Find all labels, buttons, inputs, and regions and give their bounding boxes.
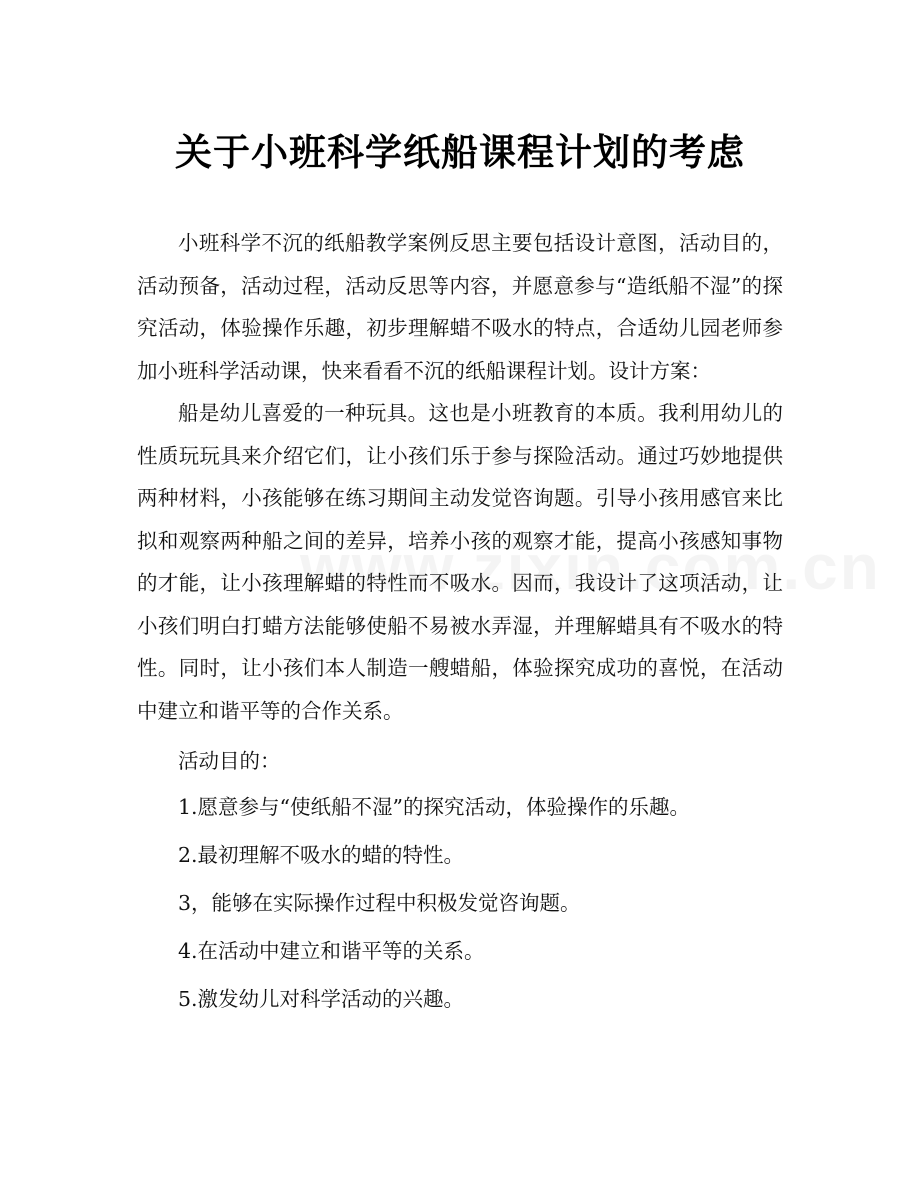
section-heading: 活动目的：: [178, 749, 281, 773]
document-body: [137, 222, 783, 1023]
intro-paragraph: 小班科学不沉的纸船教学案例反思主要包括设计意图，活动目的，活动预备，活动过程，活动反思等内容，并愿意参与“造纸船不湿”的探究活动，体验操作乐趣，初步理解蜡不吸水的特点，合适幼儿园老师参加小班科学活动课，快来看看不沉的纸船课程计划。设计方案：: [137, 231, 783, 383]
list-item: 1.愿意参与“使纸船不湿”的探究活动，体验操作的乐趣。: [178, 794, 691, 819]
list-item: 5.激发幼儿对科学活动的兴趣。: [178, 986, 465, 1011]
goals-list: [137, 783, 783, 1023]
list-item: 2.最初理解不吸水的蜡的特性。: [178, 842, 465, 867]
design-paragraph: 船是幼儿喜爱的一种玩具。这也是小班教育的本质。我利用幼儿的性质玩玩具来介绍它们，让小孩们乐于参与探险活动。通过巧妙地提供两种材料，小孩能够在练习期间主动发觉咨询题。引导小孩用感官来比拟和观察两种船之间的差异，培养小孩的观察才能，提高小孩感知事物的才能，让小孩理解蜡的特性而不吸水。因而，我设计了这项活动，让小孩们明白打蜡方法能够使船不易被水弄湿，并理解蜡具有不吸水的特性。同时，让小孩们本人制造一艘蜡船，体验探究成功的喜悦，在活动中建立和谐平等的合作关系。: [137, 401, 783, 723]
list-item: 3，能够在实际操作过程中积极发觉咨询题。: [178, 890, 581, 915]
document-title: 关于小班科学纸船课程计划的考虑: [175, 130, 745, 174]
list-item: 4.在活动中建立和谐平等的关系。: [178, 938, 485, 963]
